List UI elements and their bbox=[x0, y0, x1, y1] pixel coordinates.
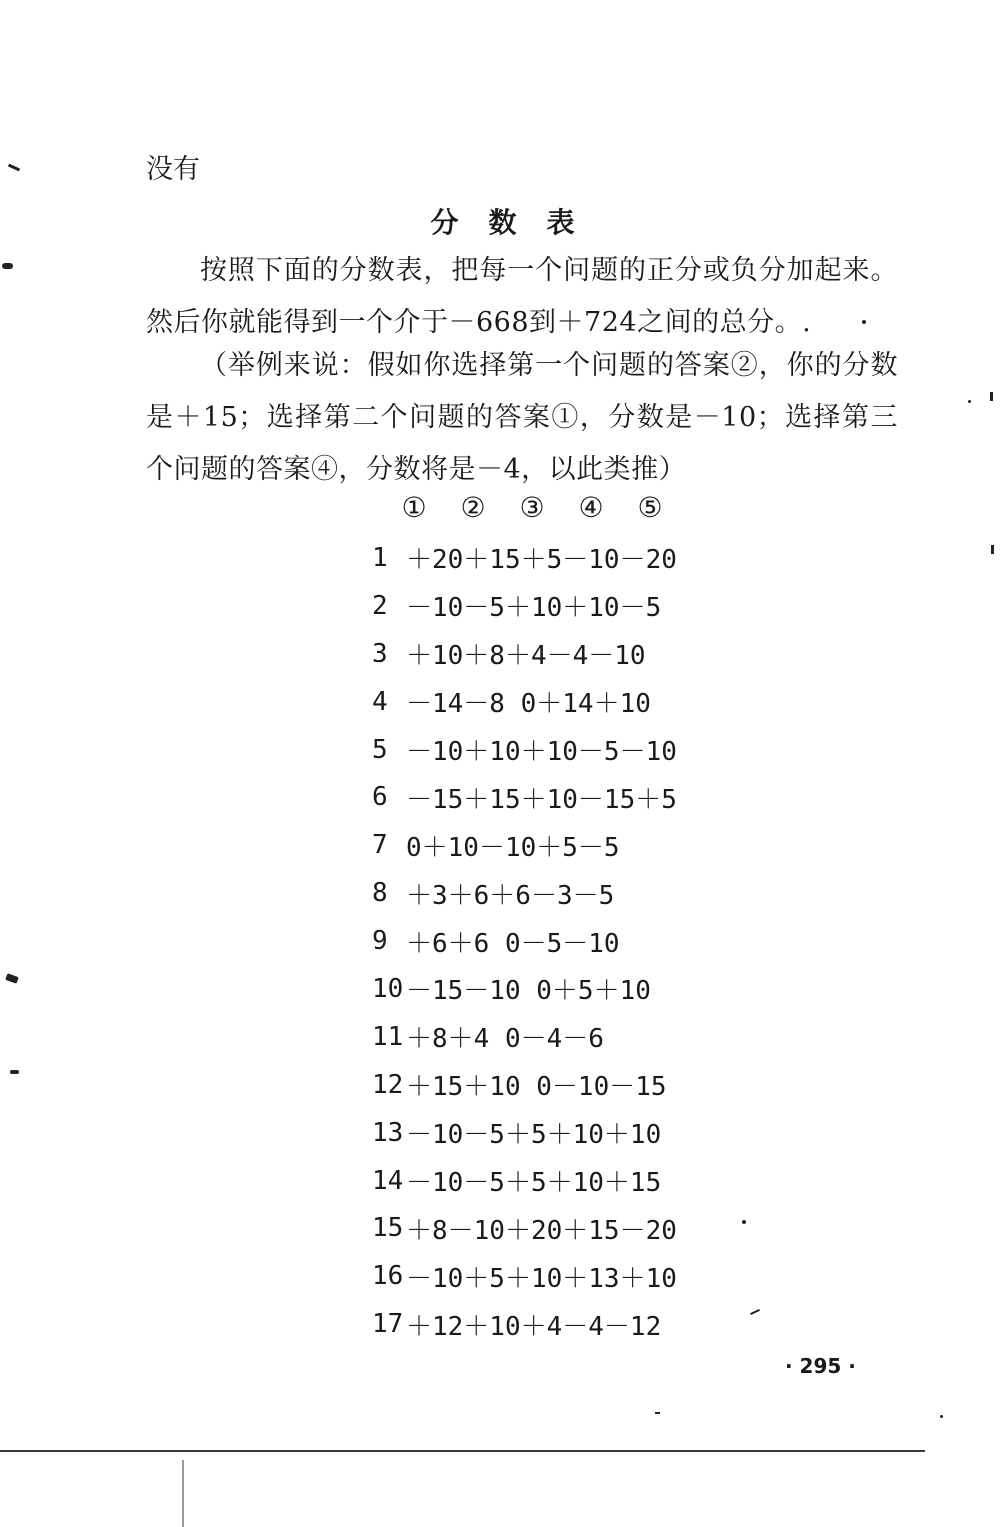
score-row bbox=[372, 1109, 677, 1157]
score-row bbox=[372, 1157, 677, 1205]
scan-speck-mark bbox=[5, 973, 19, 984]
question-number: 14 bbox=[372, 1165, 404, 1196]
question-number: 7 bbox=[372, 830, 388, 861]
score-values: －10－5＋10＋10－5 bbox=[406, 593, 662, 624]
question-number: 13 bbox=[372, 1117, 404, 1148]
bottom-rule-line bbox=[0, 1450, 925, 1452]
question-number: 2 bbox=[372, 590, 388, 621]
question-number: 10 bbox=[372, 973, 404, 1004]
scan-speck-mark bbox=[991, 545, 994, 554]
score-values: －10＋10＋10－5－10 bbox=[406, 737, 677, 767]
score-row bbox=[372, 821, 677, 869]
question-number: 3 bbox=[372, 638, 388, 669]
question-number: 6 bbox=[372, 782, 388, 813]
score-values: ＋20＋15＋5－10－20 bbox=[406, 545, 677, 576]
scan-speck-mark bbox=[862, 320, 866, 324]
score-row bbox=[372, 534, 677, 582]
score-row bbox=[372, 1061, 677, 1109]
intro-paragraph: 按照下面的分数表，把每一个问题的正分或负分加起来。然后你就能得到一个介于－668到＋724之间的总分。. bbox=[146, 255, 898, 338]
score-values: ＋8＋4 0－4－6 bbox=[406, 1024, 604, 1055]
score-row bbox=[372, 630, 677, 678]
score-row bbox=[372, 965, 677, 1013]
page-number: · 295 · bbox=[785, 1354, 856, 1378]
question-number: 8 bbox=[372, 878, 388, 909]
score-values: －15－10 0＋5＋10 bbox=[406, 976, 651, 1007]
score-row bbox=[372, 1300, 677, 1348]
question-number: 16 bbox=[372, 1261, 404, 1292]
question-number: 4 bbox=[372, 686, 388, 717]
binding-edge-line bbox=[182, 1460, 184, 1527]
example-paragraph: （举例来说：假如你选择第一个问题的答案②，你的分数是＋15；选择第二个问题的答案①，分数是－10；选择第三个问题的答案④，分数将是－4，以此类推） bbox=[146, 350, 898, 485]
score-values: －14－8 0＋14＋10 bbox=[406, 689, 651, 720]
question-number: 15 bbox=[372, 1213, 404, 1244]
question-number: 17 bbox=[372, 1309, 404, 1340]
question-number: 12 bbox=[372, 1069, 404, 1100]
scan-speck-mark bbox=[940, 1415, 943, 1418]
score-row bbox=[372, 726, 677, 774]
score-row bbox=[372, 917, 677, 965]
score-values: －10－5＋5＋10＋10 bbox=[406, 1120, 662, 1151]
score-row bbox=[372, 773, 677, 821]
score-row bbox=[372, 582, 677, 630]
scan-speck-mark bbox=[8, 164, 20, 172]
score-row bbox=[372, 1252, 677, 1300]
question-number: 11 bbox=[372, 1021, 404, 1052]
score-values: 0＋10－10＋5－5 bbox=[406, 832, 620, 863]
score-row bbox=[372, 678, 677, 726]
question-number: 5 bbox=[372, 734, 388, 765]
scan-speck-mark bbox=[968, 400, 971, 403]
score-values: ＋8－10＋20＋15－20 bbox=[406, 1215, 677, 1246]
scan-speck-mark bbox=[990, 392, 993, 401]
column-header-4: ④ bbox=[578, 491, 604, 524]
scan-speck-mark bbox=[750, 1309, 760, 1315]
score-row bbox=[372, 1013, 677, 1061]
score-values: －15＋15＋10－15＋5 bbox=[406, 784, 677, 815]
score-values: ＋10＋8＋4－4－10 bbox=[406, 641, 646, 672]
score-values: ＋15＋10 0－10－15 bbox=[406, 1072, 667, 1103]
scan-speck-mark bbox=[10, 1070, 19, 1074]
score-row bbox=[372, 1204, 677, 1252]
score-table-header bbox=[399, 490, 665, 526]
scan-speck-mark bbox=[2, 263, 13, 269]
score-values: ＋6＋6 0－5－10 bbox=[406, 928, 620, 959]
score-row bbox=[372, 869, 677, 917]
score-table bbox=[372, 534, 677, 1348]
question-number: 1 bbox=[372, 542, 388, 573]
previous-section-end-text: 没有 bbox=[146, 154, 200, 185]
score-values: ＋12＋10＋4－4－12 bbox=[406, 1311, 662, 1342]
column-header-3: ③ bbox=[519, 491, 545, 524]
section-title: 分数表 bbox=[430, 206, 605, 239]
score-values: ＋3＋6＋6－3－5 bbox=[406, 880, 615, 911]
column-header-5: ⑤ bbox=[637, 491, 663, 524]
score-values: －10－5＋5＋10＋15 bbox=[406, 1168, 662, 1199]
question-number: 9 bbox=[372, 926, 388, 957]
column-header-2: ② bbox=[460, 491, 486, 524]
column-header-1: ① bbox=[401, 491, 427, 524]
scan-speck-mark bbox=[655, 1412, 660, 1414]
scan-speck-mark bbox=[742, 1220, 746, 1224]
score-values: －10＋5＋10＋13＋10 bbox=[406, 1263, 677, 1294]
